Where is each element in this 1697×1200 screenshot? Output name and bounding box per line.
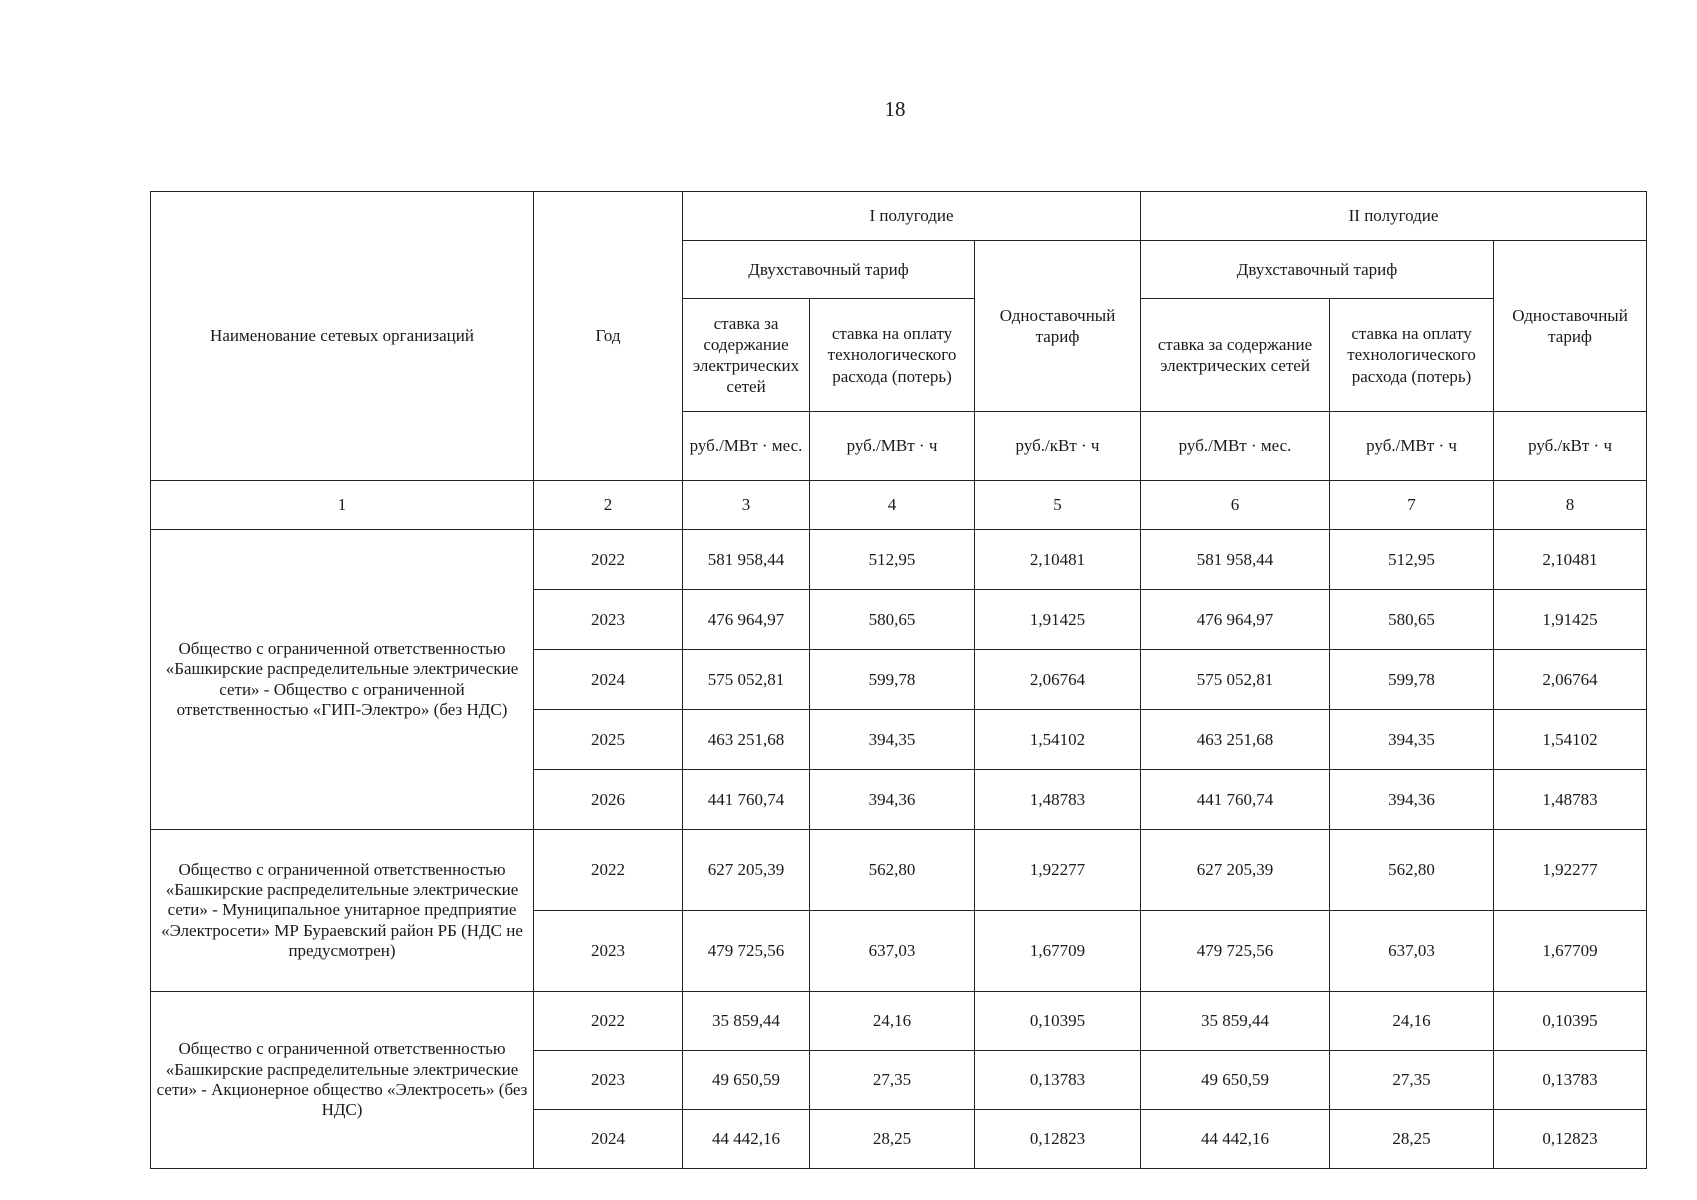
value-cell: 2,10481 bbox=[1494, 530, 1647, 590]
column-number: 6 bbox=[1141, 481, 1330, 530]
value-cell: 2,06764 bbox=[1494, 650, 1647, 710]
page-number: 18 bbox=[884, 97, 906, 121]
value-cell: 441 760,74 bbox=[683, 770, 810, 830]
value-cell: 44 442,16 bbox=[683, 1110, 810, 1169]
value-cell: 575 052,81 bbox=[683, 650, 810, 710]
column-number: 2 bbox=[534, 481, 683, 530]
value-cell: 1,48783 bbox=[1494, 770, 1647, 830]
value-cell: 476 964,97 bbox=[683, 590, 810, 650]
unit-mwh-h1: руб./МВт · ч bbox=[810, 412, 975, 481]
header-rate-loss-h2: ставка на оплату технологического расхода (потерь) bbox=[1330, 299, 1494, 412]
value-cell: 35 859,44 bbox=[1141, 992, 1330, 1051]
value-cell: 463 251,68 bbox=[1141, 710, 1330, 770]
header-two-rate-h1: Двухставочный тариф bbox=[683, 241, 975, 299]
header-rate-maint-h1: ставка за содержание электрических сетей bbox=[683, 299, 810, 412]
header-org: Наименование сетевых организаций bbox=[151, 192, 534, 481]
value-cell: 0,13783 bbox=[1494, 1051, 1647, 1110]
value-cell: 28,25 bbox=[1330, 1110, 1494, 1169]
value-cell: 479 725,56 bbox=[1141, 911, 1330, 992]
value-cell: 599,78 bbox=[1330, 650, 1494, 710]
value-cell: 35 859,44 bbox=[683, 992, 810, 1051]
value-cell: 2,10481 bbox=[975, 530, 1141, 590]
value-cell: 2,06764 bbox=[975, 650, 1141, 710]
value-cell: 0,13783 bbox=[975, 1051, 1141, 1110]
year-cell: 2026 bbox=[534, 770, 683, 830]
column-number: 3 bbox=[683, 481, 810, 530]
unit-mw-month-h1: руб./МВт · мес. bbox=[683, 412, 810, 481]
value-cell: 476 964,97 bbox=[1141, 590, 1330, 650]
value-cell: 0,10395 bbox=[975, 992, 1141, 1051]
table-row bbox=[151, 830, 1647, 911]
unit-kwh-h1: руб./кВт · ч bbox=[975, 412, 1141, 481]
column-number: 1 bbox=[151, 481, 534, 530]
year-cell: 2024 bbox=[534, 650, 683, 710]
column-number: 7 bbox=[1330, 481, 1494, 530]
org-name: Общество с ограниченной ответственностью «Башкирские распределительные электрические сети» - Муниципальное унитарное предприятие «Электросети» МР Бураевский район РБ (НДС не предусмотрен) bbox=[151, 830, 534, 992]
header-single-rate-h1: Одноставочный тариф bbox=[975, 241, 1141, 412]
value-cell: 575 052,81 bbox=[1141, 650, 1330, 710]
header-row-column-numbers bbox=[151, 481, 1647, 530]
year-cell: 2025 bbox=[534, 710, 683, 770]
value-cell: 512,95 bbox=[810, 530, 975, 590]
value-cell: 1,48783 bbox=[975, 770, 1141, 830]
value-cell: 394,35 bbox=[810, 710, 975, 770]
column-number: 4 bbox=[810, 481, 975, 530]
value-cell: 44 442,16 bbox=[1141, 1110, 1330, 1169]
value-cell: 637,03 bbox=[1330, 911, 1494, 992]
value-cell: 28,25 bbox=[810, 1110, 975, 1169]
value-cell: 1,92277 bbox=[975, 830, 1141, 911]
table-row bbox=[151, 992, 1647, 1051]
value-cell: 27,35 bbox=[810, 1051, 975, 1110]
org-name: Общество с ограниченной ответственностью «Башкирские распределительные электрические сети» - Общество с ограниченной ответственностью «ГИП-Электро» (без НДС) bbox=[151, 530, 534, 830]
value-cell: 1,54102 bbox=[975, 710, 1141, 770]
value-cell: 580,65 bbox=[1330, 590, 1494, 650]
value-cell: 581 958,44 bbox=[1141, 530, 1330, 590]
column-number: 5 bbox=[975, 481, 1141, 530]
value-cell: 0,10395 bbox=[1494, 992, 1647, 1051]
value-cell: 441 760,74 bbox=[1141, 770, 1330, 830]
value-cell: 637,03 bbox=[810, 911, 975, 992]
value-cell: 627 205,39 bbox=[683, 830, 810, 911]
value-cell: 0,12823 bbox=[1494, 1110, 1647, 1169]
column-number: 8 bbox=[1494, 481, 1647, 530]
year-cell: 2022 bbox=[534, 992, 683, 1051]
header-single-rate-h2: Одноставочный тариф bbox=[1494, 241, 1647, 412]
value-cell: 24,16 bbox=[810, 992, 975, 1051]
value-cell: 581 958,44 bbox=[683, 530, 810, 590]
value-cell: 1,91425 bbox=[975, 590, 1141, 650]
header-rate-loss-h1: ставка на оплату технологического расхода (потерь) bbox=[810, 299, 975, 412]
header-year: Год bbox=[534, 192, 683, 481]
table-row bbox=[151, 530, 1647, 590]
header-half-2: II полугодие bbox=[1141, 192, 1647, 241]
value-cell: 479 725,56 bbox=[683, 911, 810, 992]
value-cell: 1,54102 bbox=[1494, 710, 1647, 770]
value-cell: 394,35 bbox=[1330, 710, 1494, 770]
header-row-halves bbox=[151, 192, 1647, 241]
value-cell: 49 650,59 bbox=[683, 1051, 810, 1110]
year-cell: 2023 bbox=[534, 1051, 683, 1110]
year-cell: 2022 bbox=[534, 530, 683, 590]
value-cell: 580,65 bbox=[810, 590, 975, 650]
year-cell: 2023 bbox=[534, 590, 683, 650]
value-cell: 1,67709 bbox=[1494, 911, 1647, 992]
value-cell: 394,36 bbox=[810, 770, 975, 830]
value-cell: 562,80 bbox=[1330, 830, 1494, 911]
year-cell: 2023 bbox=[534, 911, 683, 992]
value-cell: 599,78 bbox=[810, 650, 975, 710]
value-cell: 1,92277 bbox=[1494, 830, 1647, 911]
unit-mw-month-h2: руб./МВт · мес. bbox=[1141, 412, 1330, 481]
value-cell: 24,16 bbox=[1330, 992, 1494, 1051]
header-rate-maint-h2: ставка за содержание электрических сетей bbox=[1141, 299, 1330, 412]
value-cell: 0,12823 bbox=[975, 1110, 1141, 1169]
value-cell: 27,35 bbox=[1330, 1051, 1494, 1110]
value-cell: 562,80 bbox=[810, 830, 975, 911]
value-cell: 1,67709 bbox=[975, 911, 1141, 992]
value-cell: 463 251,68 bbox=[683, 710, 810, 770]
unit-kwh-h2: руб./кВт · ч bbox=[1494, 412, 1647, 481]
value-cell: 49 650,59 bbox=[1141, 1051, 1330, 1110]
year-cell: 2024 bbox=[534, 1110, 683, 1169]
value-cell: 394,36 bbox=[1330, 770, 1494, 830]
header-half-1: I полугодие bbox=[683, 192, 1141, 241]
value-cell: 627 205,39 bbox=[1141, 830, 1330, 911]
org-name: Общество с ограниченной ответственностью «Башкирские распределительные электрические сети» - Акционерное общество «Электросеть» (без НДС) bbox=[151, 992, 534, 1169]
tariff-table bbox=[150, 191, 1647, 1169]
year-cell: 2022 bbox=[534, 830, 683, 911]
unit-mwh-h2: руб./МВт · ч bbox=[1330, 412, 1494, 481]
value-cell: 512,95 bbox=[1330, 530, 1494, 590]
header-two-rate-h2: Двухставочный тариф bbox=[1141, 241, 1494, 299]
value-cell: 1,91425 bbox=[1494, 590, 1647, 650]
